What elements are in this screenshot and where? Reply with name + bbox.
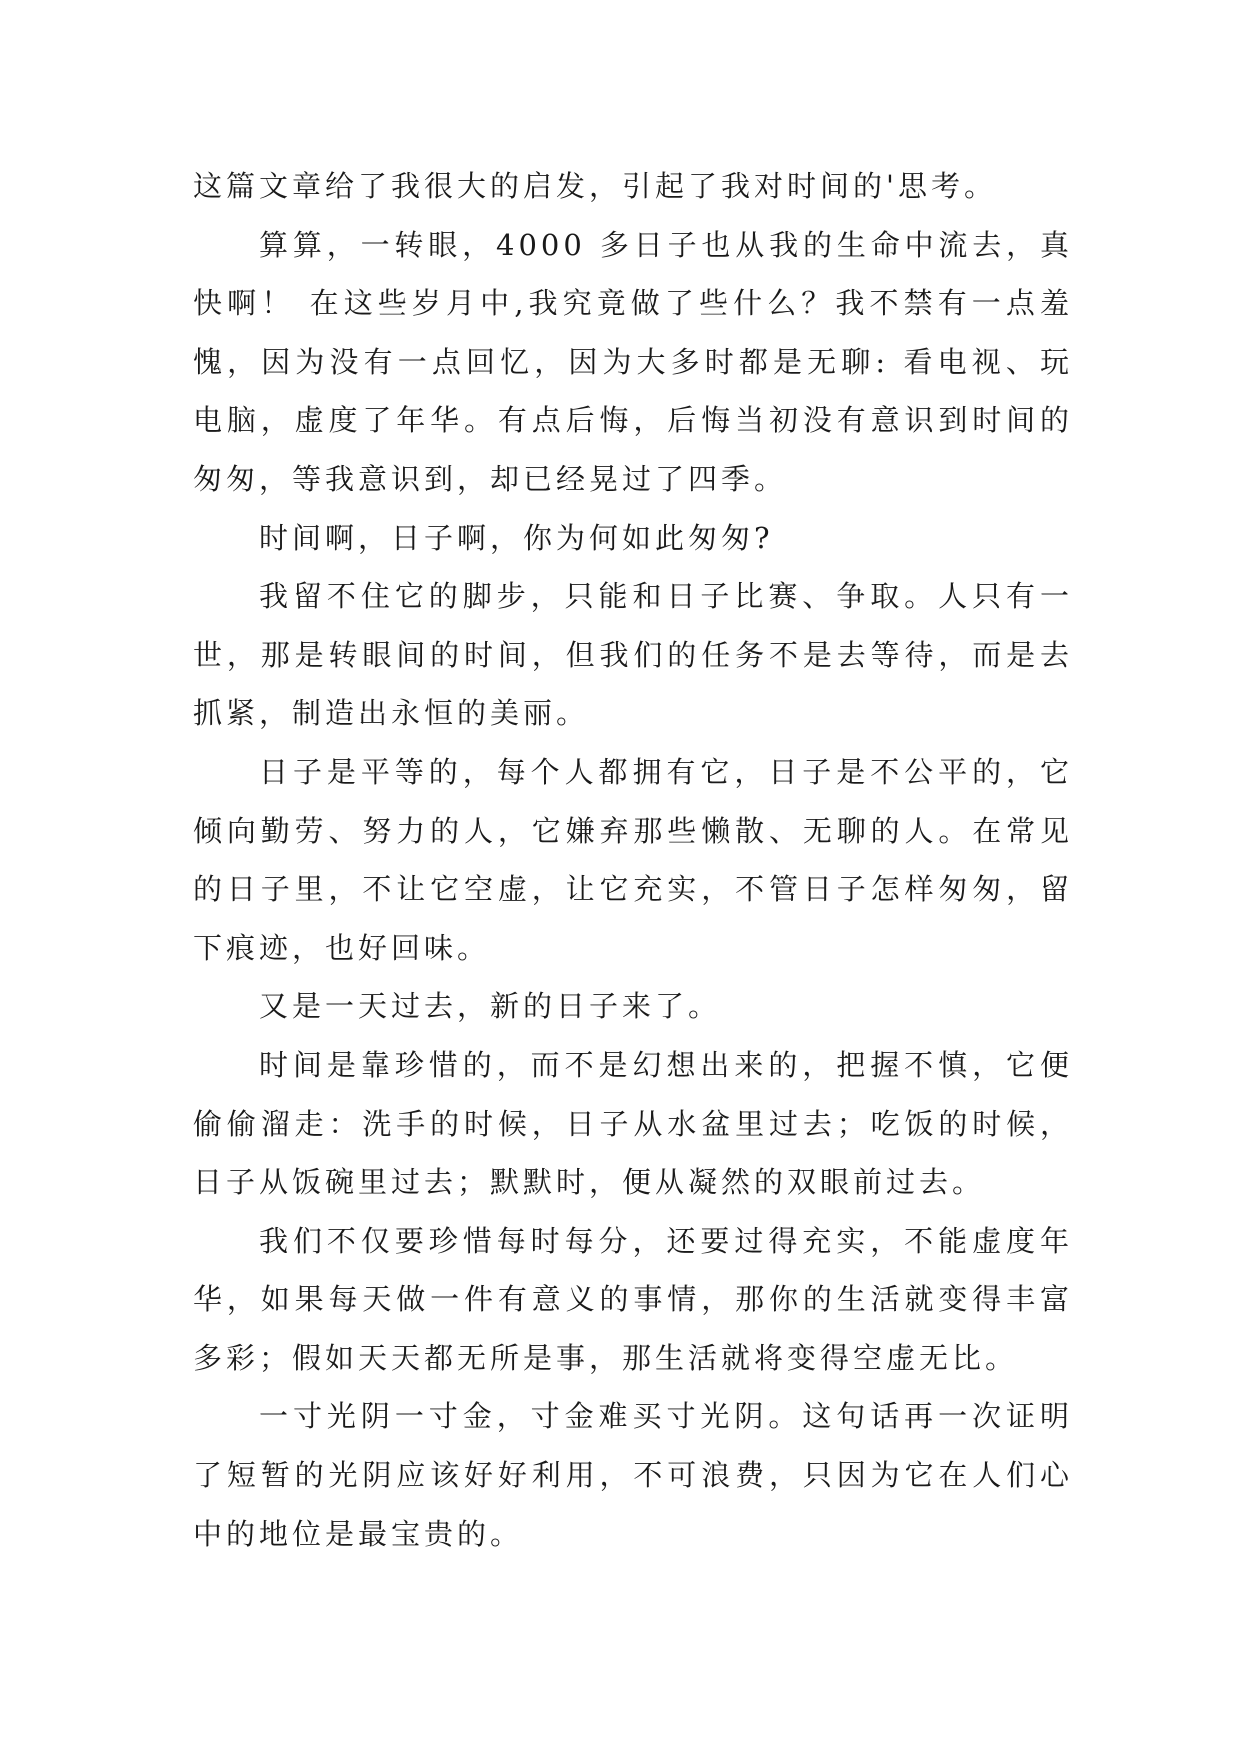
essay-body xyxy=(193,157,1073,1563)
paragraph-4: 我留不住它的脚步，只能和日子比赛、争取。人只有一世，那是转眼间的时间，但我们的任务不是去等待，而是去抓紧，制造出永恒的美丽。 xyxy=(193,579,1073,731)
paragraph-6: 又是一天过去，新的日子来了。 xyxy=(259,989,722,1024)
paragraph-9: 一寸光阴一寸金，寸金难买寸光阴。这句话再一次证明了短暂的光阴应该好好利用，不可浪费，只因为它在人们心中的地位是最宝贵的。 xyxy=(193,1399,1073,1551)
paragraph-2: 算算，一转眼，4000 多日子也从我的生命中流去，真快啊！ 在这些岁月中,我究竟做了些什么？我不禁有一点羞愧，因为没有一点回忆，因为大多时都是无聊: 看电视、玩电脑，虚度了年华。有点后悔，后悔当初没有意识到时间的匆匆，等我意识到，却已经晃过了四季。 xyxy=(193,227,1073,496)
paragraph-8: 我们不仅要珍惜每时每分，还要过得充实，不能虚度年华，如果每天做一件有意义的事情，那你的生活就变得丰富多彩；假如天天都无所是事，那生活就将变得空虚无比。 xyxy=(193,1223,1073,1375)
paragraph-1: 这篇文章给了我很大的启发，引起了我对时间的'思考。 xyxy=(193,169,997,203)
paragraph-5: 日子是平等的，每个人都拥有它，日子是不公平的，它倾向勤劳、努力的人，它嫌弃那些懒散、无聊的人。在常见的日子里，不让它空虚，让它充实，不管日子怎样匆匆，留下痕迹，也好回味。 xyxy=(193,754,1073,965)
paragraph-3: 时间啊，日子啊，你为何如此匆匆? xyxy=(259,520,774,555)
paragraph-7: 时间是靠珍惜的，而不是幻想出来的，把握不慎，它便偷偷溜走：洗手的时候，日子从水盆里过去；吃饭的时候，日子从饭碗里过去；默默时，便从凝然的双眼前过去。 xyxy=(193,1047,1073,1200)
